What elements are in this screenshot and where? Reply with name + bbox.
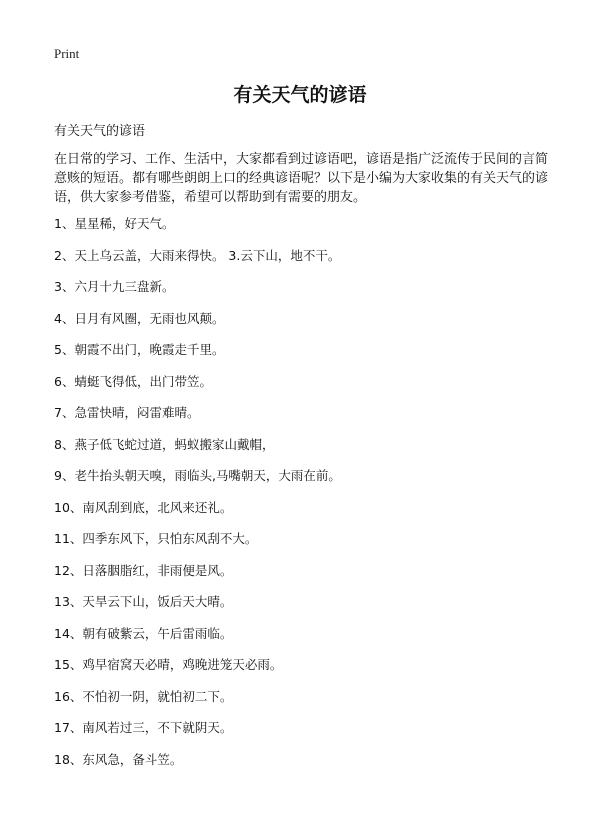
- list-item: 2、天上乌云盖，大雨来得快。 3.云下山，地不干。: [54, 247, 341, 263]
- list-item: 17、南风若过三，不下就阴天。: [54, 720, 233, 735]
- article-subtitle: 有关天气的谚语: [54, 124, 146, 139]
- intro-paragraph: 在日常的学习、工作、生活中，大家都看到过谚语吧，谚语是指广泛流传于民间的言简意赅的短语。都有哪些朗朗上口的经典谚语呢？以下是小编为大家收集的有关天气的谚语，供大家参考借鉴，希望可以帮助到有需要的朋友。: [54, 152, 549, 205]
- list-item: 8、燕子低飞蛇过道，蚂蚁搬家山戴帽，: [54, 436, 275, 452]
- list-item: 5、朝霞不出门，晚霞走千里。: [54, 342, 225, 357]
- list-item: 16、不怕初一阴，就怕初二下。: [54, 688, 233, 704]
- list-item: 12、日落胭脂红，非雨便是风。: [54, 562, 233, 578]
- list-item: 18、东风急，备斗笠。: [54, 751, 183, 767]
- list-item: 9、老牛抬头朝天嗅，雨临头,马嘴朝天，大雨在前。: [54, 468, 341, 483]
- list-item: 13、天旱云下山，饭后天大晴。: [54, 594, 233, 609]
- list-item: 10、南风刮到底，北风来还礼。: [54, 499, 233, 515]
- page-title: 有关天气的谚语: [233, 84, 367, 106]
- sayings-list: [54, 215, 341, 782]
- list-item: 6、蜻蜓飞得低，出门带笠。: [54, 373, 212, 389]
- list-item: 15、鸡早宿窝天必晴，鸡晚进笼天必雨。: [54, 657, 283, 672]
- list-item: 14、朝有破紫云，午后雷雨临。: [54, 625, 233, 641]
- list-item: 1、星星稀，好天气。: [54, 216, 175, 231]
- list-item: 11、四季东风下，只怕东风刮不大。: [54, 531, 258, 546]
- list-item: 7、急雷快晴，闷雷难晴。: [54, 405, 200, 420]
- list-item: 3、六月十九三盘新。: [54, 279, 175, 294]
- list-item: 4、日月有风圈，无雨也风颠。: [54, 310, 225, 326]
- print-link[interactable]: Print: [54, 46, 80, 61]
